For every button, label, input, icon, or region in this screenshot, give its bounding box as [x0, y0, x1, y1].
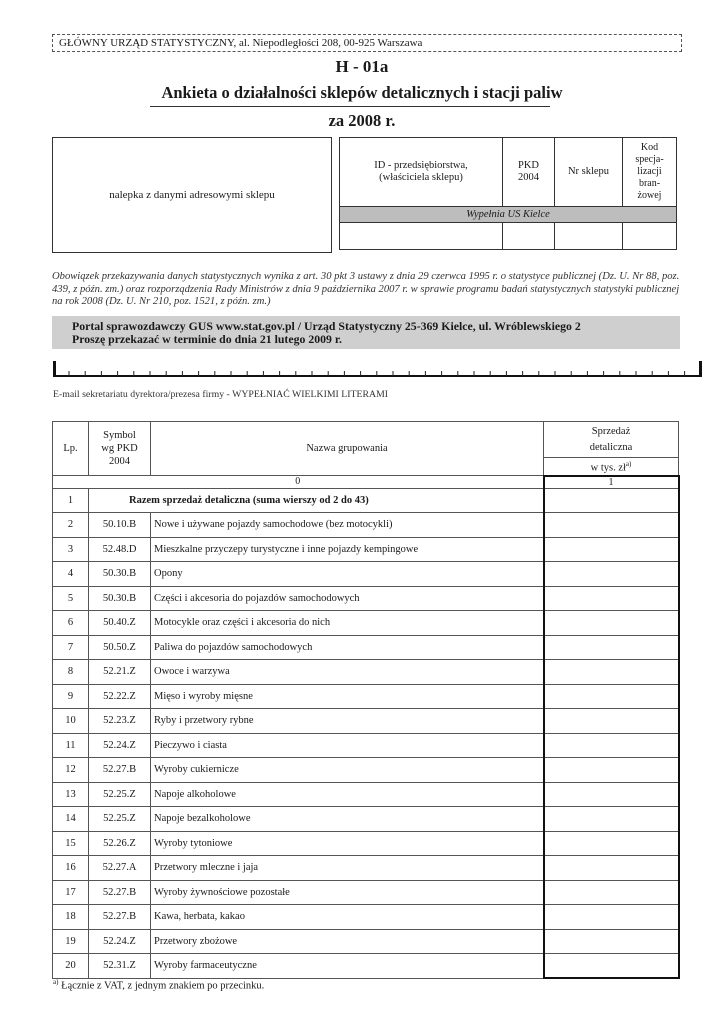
row-sales-input[interactable]	[544, 562, 679, 587]
table-row	[53, 905, 679, 930]
row-sales-input[interactable]	[544, 684, 679, 709]
row-sales-input[interactable]	[544, 880, 679, 905]
row-name: Przetwory zbożowe	[151, 929, 544, 954]
shop-number-header: Nr sklepu	[555, 138, 623, 207]
row-name: Opony	[151, 562, 544, 587]
row-symbol: 52.48.D	[89, 537, 151, 562]
id-input[interactable]	[340, 223, 503, 250]
row-name: Kawa, herbata, kakao	[151, 905, 544, 930]
row-name: Wyroby farmaceutyczne	[151, 954, 544, 979]
row-symbol: 50.40.Z	[89, 611, 151, 636]
row-sales-input[interactable]	[544, 586, 679, 611]
table-row	[53, 954, 679, 979]
form-year: za 2008 r.	[328, 111, 396, 130]
row-symbol: 52.27.B	[89, 758, 151, 783]
row-symbol: 52.24.Z	[89, 929, 151, 954]
row-symbol: 52.24.Z	[89, 733, 151, 758]
row-symbol: 52.27.B	[89, 880, 151, 905]
header-name: Nazwa grupowania	[151, 422, 544, 476]
row-lp: 12	[53, 758, 89, 783]
row-sales-input[interactable]	[544, 856, 679, 881]
footnote-text: Łącznie z VAT, z jednym znakiem po przecinku.	[58, 980, 265, 992]
specialization-code-input[interactable]	[623, 223, 677, 250]
row-sales-input[interactable]	[544, 807, 679, 832]
row-sales-input[interactable]	[544, 709, 679, 734]
table-row	[53, 758, 679, 783]
row-lp: 3	[53, 537, 89, 562]
header-unit: w tys. $zł^{a)}$	[544, 458, 679, 476]
row-lp: 5	[53, 586, 89, 611]
row-name: Części i akcesoria do pojazdów samochodowych	[151, 586, 544, 611]
table-row	[53, 660, 679, 685]
row-lp: 8	[53, 660, 89, 685]
shop-number-input[interactable]	[555, 223, 623, 250]
address-sticker-area[interactable]	[52, 137, 332, 253]
row-symbol: 50.50.Z	[89, 635, 151, 660]
row-sales-input[interactable]	[544, 733, 679, 758]
portal-address: Portal sprawozdawczy GUS www.stat.gov.pl / Urząd Statystyczny 25-369 Kielce, ul. Wróblewskiego 2	[72, 319, 581, 333]
row-name: Pieczywo i ciasta	[151, 733, 544, 758]
office-header: GŁÓWNY URZĄD STATYSTYCZNY, al. Niepodległości 208, 00-925 Warszawa	[52, 34, 682, 52]
row-lp: 16	[53, 856, 89, 881]
row-name: Napoje bezalkoholowe	[151, 807, 544, 832]
id-table	[339, 137, 677, 250]
row-symbol: 50.30.B	[89, 562, 151, 587]
table-row	[53, 537, 679, 562]
row-lp: 20	[53, 954, 89, 979]
row-sales-input[interactable]	[544, 954, 679, 979]
pkd-header: PKD 2004	[503, 138, 555, 207]
row-lp: 6	[53, 611, 89, 636]
row-name: Przetwory mleczne i jaja	[151, 856, 544, 881]
row-lp: 17	[53, 880, 89, 905]
table-row	[53, 929, 679, 954]
row-lp: 19	[53, 929, 89, 954]
form-title: Ankieta o działalności sklepów detalicznych i stacji paliw	[161, 83, 563, 102]
footnote-mark: a)	[53, 978, 59, 986]
row-lp: 9	[53, 684, 89, 709]
row-symbol: 52.25.Z	[89, 807, 151, 832]
row-name: Wyroby tytoniowe	[151, 831, 544, 856]
table-row	[53, 880, 679, 905]
row-symbol: 52.21.Z	[89, 660, 151, 685]
sales-table	[52, 421, 680, 979]
sticker-label: nalepka z danymi adresowymi sklepu	[109, 189, 275, 201]
row-symbol: 50.10.B	[89, 513, 151, 538]
row-lp: 11	[53, 733, 89, 758]
submission-deadline: Proszę przekazać w terminie do dnia 21 lutego 2009 r.	[72, 331, 342, 346]
row-sales-input[interactable]	[544, 537, 679, 562]
specialization-code-header: Kod specja- lizacji bran- żowej	[623, 138, 677, 207]
row-name: Motocykle oraz części i akcesoria do nich	[151, 611, 544, 636]
row-name: Napoje alkoholowe	[151, 782, 544, 807]
row-symbol: 52.27.B	[89, 905, 151, 930]
row-name: Owoce i warzywa	[151, 660, 544, 685]
column-index-1: 1	[544, 476, 679, 489]
title-divider	[150, 106, 550, 107]
header-sales: Sprzedaż detaliczna	[544, 422, 679, 458]
table-row	[53, 807, 679, 832]
row-lp: 13	[53, 782, 89, 807]
fill-by-office-band: Wypełnia US Kielce	[340, 207, 677, 223]
row-sales-input[interactable]	[544, 831, 679, 856]
row-name: Mieszkalne przyczepy turystyczne i inne pojazdy kempingowe	[151, 537, 544, 562]
id-header: ID - przedsiębiorstwa, (właściciela sklepu)	[340, 138, 503, 207]
row-sales-input[interactable]	[544, 758, 679, 783]
table-row	[53, 586, 679, 611]
table-row	[53, 709, 679, 734]
row-sales-input[interactable]	[544, 782, 679, 807]
row-sales-input[interactable]	[544, 611, 679, 636]
row-sales-input[interactable]	[544, 635, 679, 660]
pkd-input[interactable]	[503, 223, 555, 250]
table-row	[53, 831, 679, 856]
row-symbol: 52.26.Z	[89, 831, 151, 856]
row-lp: 2	[53, 513, 89, 538]
row-lp: 18	[53, 905, 89, 930]
row-name: Nowe i używane pojazdy samochodowe (bez motocykli)	[151, 513, 544, 538]
total-label: Razem sprzedaż detaliczna (suma wierszy od 2 do 43)	[89, 488, 544, 513]
table-row	[53, 733, 679, 758]
row-lp: 10	[53, 709, 89, 734]
row-symbol: 52.25.Z	[89, 782, 151, 807]
table-row	[53, 513, 679, 538]
row-lp: 1	[53, 488, 89, 513]
row-name: Paliwa do pojazdów samochodowych	[151, 635, 544, 660]
legal-basis-text: Obowiązek przekazywania danych statystycznych wynika z art. 30 pkt 3 ustawy z dnia 29 czerwca 1995 r. o statystyce publicznej (Dz. U. Nr 88, poz. 439, z późn. zm.) oraz rozporządzenia Rady Ministrów z dnia 9 października 2007 r. w sprawie programu badań statystycznych statystyki publicznej na rok 2008 (Dz. U. Nr 210, poz. 1521, z późn. zm.)	[52, 271, 680, 307]
total-sales-input[interactable]	[544, 488, 679, 513]
row-name: Mięso i wyroby mięsne	[151, 684, 544, 709]
email-entry-field[interactable]	[53, 361, 702, 377]
header-symbol: Symbol wg PKD 2004	[89, 422, 151, 476]
row-name: Ryby i przetwory rybne	[151, 709, 544, 734]
table-row	[53, 856, 679, 881]
row-sales-input[interactable]	[544, 513, 679, 538]
table-row-total	[53, 488, 679, 513]
row-lp: 7	[53, 635, 89, 660]
table-row	[53, 562, 679, 587]
column-index-0: 0	[53, 476, 544, 489]
row-symbol: 52.27.A	[89, 856, 151, 881]
row-symbol: 52.31.Z	[89, 954, 151, 979]
row-sales-input[interactable]	[544, 660, 679, 685]
table-row	[53, 684, 679, 709]
row-symbol: 50.30.B	[89, 586, 151, 611]
form-code: H - 01a	[335, 57, 389, 76]
footnote	[53, 978, 264, 992]
header-lp: Lp.	[53, 422, 89, 476]
row-name: Wyroby żywnościowe pozostałe	[151, 880, 544, 905]
table-row	[53, 611, 679, 636]
row-lp: 4	[53, 562, 89, 587]
row-symbol: 52.23.Z	[89, 709, 151, 734]
portal-info-band	[52, 316, 680, 349]
row-lp: 15	[53, 831, 89, 856]
row-sales-input[interactable]	[544, 905, 679, 930]
row-sales-input[interactable]	[544, 929, 679, 954]
row-name: Wyroby cukiernicze	[151, 758, 544, 783]
table-row	[53, 782, 679, 807]
row-symbol: 52.22.Z	[89, 684, 151, 709]
email-label: E-mail sekretariatu dyrektora/prezesa firmy - WYPEŁNIAĆ WIELKIMI LITERAMI	[53, 389, 389, 400]
row-lp: 14	[53, 807, 89, 832]
table-row	[53, 635, 679, 660]
